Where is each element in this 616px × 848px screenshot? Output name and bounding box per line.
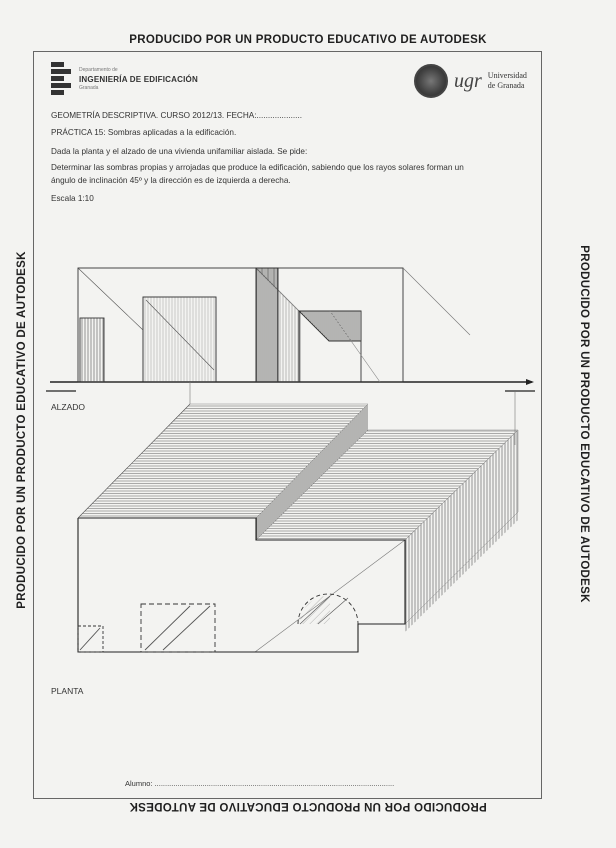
statement: Dada la planta y el alzado de una vivienda unifamiliar aislada. Se pide:: [51, 147, 308, 156]
logo-line-1: Departamento de: [79, 66, 118, 73]
practice-title: PRÁCTICA 15: Sombras aplicadas a la edificación.: [51, 128, 237, 137]
watermark-top: PRODUCIDO POR UN PRODUCTO EDUCATIVO DE AUTODESK: [129, 34, 487, 46]
watermark-bottom: PRODUCIDO POR UN PRODUCTO EDUCATIVO DE AUTODESK: [129, 800, 487, 812]
ugr-wordmark: ugr: [454, 69, 482, 92]
plan-view: [78, 404, 518, 652]
student-name-line: Alumno: ...................................................................................................................: [125, 779, 395, 788]
watermark-left: PRODUCIDO POR UN PRODUCTO EDUCATIVO DE AUTODESK: [16, 251, 28, 609]
watermark-right: PRODUCIDO POR UN PRODUCTO EDUCATIVO DE AUTODESK: [578, 245, 590, 603]
course-line: GEOMETRÍA DESCRIPTIVA. CURSO 2012/13. FECHA:....................: [51, 111, 302, 120]
university-name-2: de Granada: [487, 81, 525, 90]
logo-line-3: Granada: [79, 84, 99, 91]
task-line-1: Determinar las sombras propias y arrojadas que produce la edificación, sabiendo que los rayos solares forman un: [51, 163, 464, 172]
plan-label: PLANTA: [51, 686, 84, 696]
university-name-1: Universidad: [487, 71, 527, 80]
scale: Escala 1:10: [51, 194, 94, 203]
elevation-label: ALZADO: [51, 402, 86, 412]
logo-line-2: INGENIERÍA DE EDIFICACIÓN: [79, 74, 198, 84]
task-line-2: ángulo de inclinación 45º y la dirección es de izquierda a derecha.: [51, 176, 291, 185]
